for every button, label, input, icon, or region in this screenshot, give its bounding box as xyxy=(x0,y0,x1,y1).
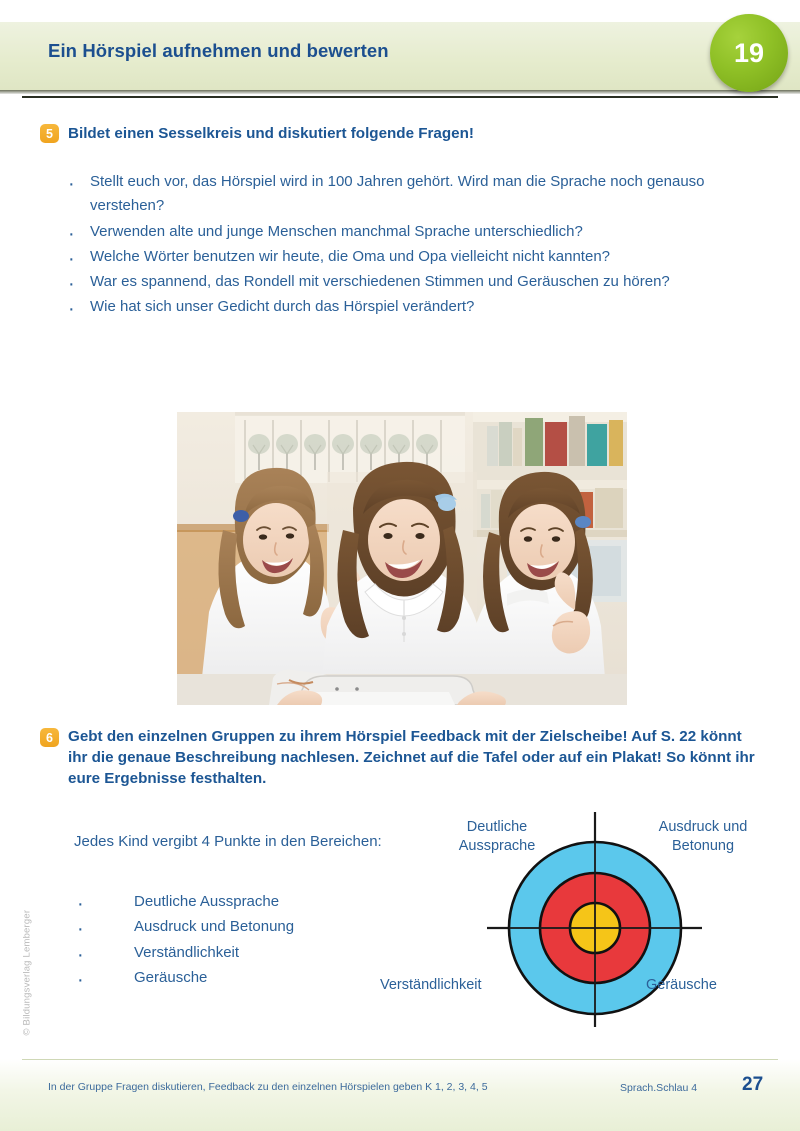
list-item: · Welche Wörter benutzen wir heute, die Oma und Opa vielleicht nicht kannten? xyxy=(62,245,762,269)
classroom-photo-illustration xyxy=(177,412,627,705)
target-label-top-left-line1: Deutliche xyxy=(466,819,528,835)
footer-competency-note: In der Gruppe Fragen diskutieren, Feedback zu den einzelnen Hörspielen geben K 1, 2, 3, 4, 5 xyxy=(48,1081,488,1093)
page-title: Ein Hörspiel aufnehmen und bewerten xyxy=(48,40,389,61)
target-label-top-right xyxy=(628,818,778,856)
task-5-heading: Bildet einen Sesselkreis und diskutiert folgende Fragen! xyxy=(68,125,474,142)
footer-series-title: Sprach.Schlau 4 xyxy=(620,1082,698,1094)
chapter-number-label: 19 xyxy=(733,37,765,68)
footer-banner xyxy=(0,1059,800,1131)
target-label-bottom-right: Geräusche xyxy=(646,977,717,993)
target-label-bottom-left: Verständlichkeit xyxy=(380,977,482,993)
list-item: · Verwenden alte und junge Menschen manchmal Sprache unterschiedlich? xyxy=(62,220,762,244)
task-6-badge xyxy=(40,728,59,747)
task-6-heading: Gebt den einzelnen Gruppen zu ihrem Hörspiel Feedback mit der Zielscheibe! Auf S. 22 könnt ihr die genaue Beschreibung nachlesen. Zeichnet auf die Tafel oder auf ein Plakat! So könnt ihr eure Ergebnisse festhalten. xyxy=(68,728,755,787)
footer-page-number: 27 xyxy=(742,1074,764,1095)
task-6-number: 6 xyxy=(46,730,53,745)
target-label-top-left-line2: Aussprache xyxy=(458,838,536,855)
target-label-top-right-line2: Betonung xyxy=(671,838,735,855)
footer-divider xyxy=(22,1059,778,1060)
list-item: · War es spannend, das Rondell mit verschiedenen Stimmen und Geräuschen zu hören? xyxy=(62,270,762,294)
list-item: · Verständlichkeit xyxy=(74,941,394,965)
task-5-bullet-list xyxy=(62,170,762,321)
list-item: · Deutliche Aussprache xyxy=(74,890,394,914)
task-6-bullet-list xyxy=(74,890,394,991)
task-5-number: 5 xyxy=(46,126,53,141)
target-label-top-left xyxy=(422,818,572,856)
copyright-sidebar-text: © Bildungsverlag Lemberger xyxy=(21,909,33,1036)
list-item: · Geräusche xyxy=(74,966,394,990)
header-divider xyxy=(22,96,778,98)
feedback-target-diagram xyxy=(380,812,780,1027)
target-label-top-right-line1: Ausdruck und xyxy=(658,819,748,835)
classroom-photo xyxy=(177,412,627,705)
list-item: · Stellt euch vor, das Hörspiel wird in 100 Jahren gehört. Wird man die Sprache noch genauso verstehen? xyxy=(62,170,762,219)
list-item: · Wie hat sich unser Gedicht durch das Hörspiel verändert? xyxy=(62,295,762,319)
list-item: · Ausdruck und Betonung xyxy=(74,915,394,939)
chapter-number-badge xyxy=(710,14,788,92)
task-5-badge xyxy=(40,124,59,143)
task-6-intro-text: Jedes Kind vergibt 4 Punkte in den Bereichen: xyxy=(74,833,382,850)
